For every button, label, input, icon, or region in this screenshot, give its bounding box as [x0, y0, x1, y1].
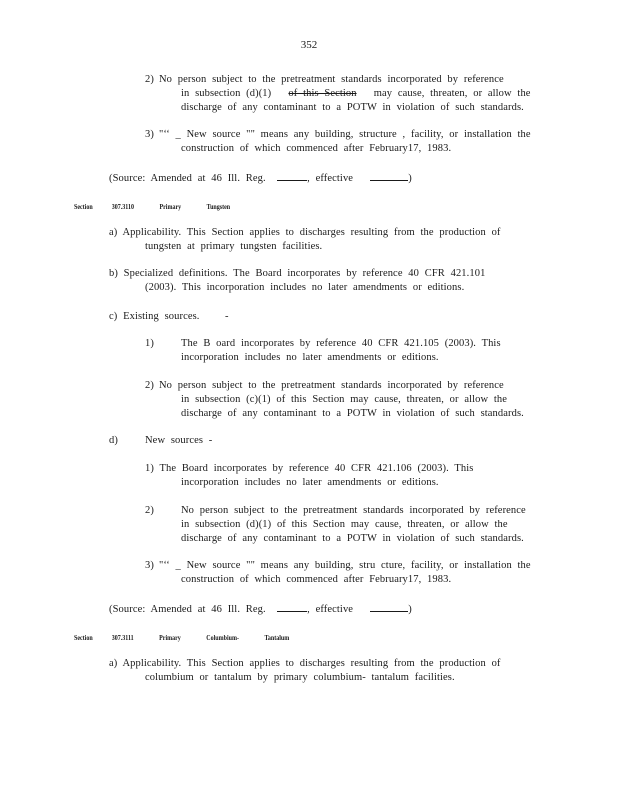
section-title-word-1: Primary — [159, 633, 181, 642]
source-note-2 — [109, 601, 412, 617]
s1-d2-line-2: in subsection (d)(1) of this Section may cause, threaten, or allow the — [181, 519, 508, 530]
source-note-2-b: , effective — [307, 604, 354, 615]
top-item-2-line-2 — [181, 87, 531, 101]
top-item-2-line-2b: may cause, threaten, or allow the — [373, 88, 531, 99]
s1-d3-line-2: construction of which commenced after February17, 1983. — [181, 574, 452, 585]
s1-d1-line-2: incorporation includes no later amendments or editions. — [181, 477, 439, 488]
top-item-2-line-2a: in subsection (d)(1) — [181, 88, 272, 99]
section-title-word-1: Primary — [159, 202, 182, 211]
section-title-word-2: Columbium- — [206, 633, 239, 642]
effective-blank-2 — [370, 601, 408, 612]
struck-text: of this Section — [288, 88, 357, 99]
s1-b-line-1: b) Specialized definitions. The Board incorporates by reference 40 CFR 421.101 — [109, 268, 486, 279]
top-item-2-line-1: No person subject to the pretreatment standards incorporated by reference — [159, 74, 504, 85]
s1-d3-number: 3) — [145, 560, 154, 571]
s1-a-line-1: a) Applicability. This Section applies to discharges resulting from the production of — [109, 227, 501, 238]
s1-c1-line-1: The B oard incorporates by reference 40 CFR 421.105 (2003). This — [181, 338, 501, 349]
s1-d3-line-1: "‘‘ _ New source "" means any building, stru cture, facility, or installation the — [159, 560, 531, 571]
section-label: Section — [74, 633, 93, 642]
source-note-2-c: ) — [408, 604, 412, 615]
s1-c-dash: - — [225, 311, 229, 322]
source-note-1-a: (Source: Amended at 46 Ill. Reg. — [109, 173, 266, 184]
s1-d2-line-1: No person subject to the pretreatment standards incorporated by reference — [181, 505, 526, 516]
effective-blank-1 — [370, 170, 408, 181]
s1-c2-line-3: discharge of any contaminant to a POTW in violation of such standards. — [181, 408, 524, 419]
s1-d2-line-3: discharge of any contaminant to a POTW in violation of such standards. — [181, 533, 524, 544]
s1-a-line-2: tungsten at primary tungsten facilities. — [145, 241, 323, 252]
s1-c-label: c) Existing sources. — [109, 311, 200, 322]
section-title-word-3: Tantalum — [264, 633, 290, 642]
reg-blank-1 — [277, 170, 307, 181]
section-number: 307.3110 — [111, 202, 134, 211]
s1-b-line-2: (2003). This incorporation includes no later amendments or editions. — [145, 282, 465, 293]
source-note-1-b: , effective — [307, 173, 354, 184]
s1-c1-line-2: incorporation includes no later amendments or editions. — [181, 352, 439, 363]
s2-a-line-1: a) Applicability. This Section applies to discharges resulting from the production of — [109, 658, 501, 669]
top-item-3-line-2: construction of which commenced after February17, 1983. — [181, 143, 452, 154]
s1-d1-line-1: 1) The Board incorporates by reference 40 CFR 421.106 (2003). This — [145, 463, 474, 474]
top-item-3-line-1: "‘‘ _ New source "" means any building, structure , facility, or installation the — [159, 129, 531, 140]
s1-d2-number: 2) — [145, 505, 154, 516]
section-label: Section — [74, 202, 93, 211]
s1-c2-line-2: in subsection (c)(1) of this Section may cause, threaten, or allow the — [181, 394, 508, 405]
s1-c2-line-1: No person subject to the pretreatment standards incorporated by reference — [159, 380, 504, 391]
source-note-2-a: (Source: Amended at 46 Ill. Reg. — [109, 604, 266, 615]
page-number: 352 — [300, 39, 318, 51]
top-item-2-line-3: discharge of any contaminant to a POTW in violation of such standards. — [181, 102, 524, 113]
s2-a-line-2: columbium or tantalum by primary columbium- tantalum facilities. — [145, 672, 455, 683]
s1-d-number: d) — [109, 435, 118, 446]
source-note-1 — [109, 170, 412, 186]
section-heading-307-3110 — [74, 200, 230, 214]
s1-c1-number: 1) — [145, 338, 154, 349]
s1-c2-number: 2) — [145, 380, 154, 391]
top-item-2-number: 2) — [145, 74, 154, 85]
s1-d-label: New sources - — [145, 435, 213, 446]
top-item-3-number: 3) — [145, 129, 154, 140]
reg-blank-2 — [277, 601, 307, 612]
section-title-word-2: Tungsten — [206, 202, 231, 211]
section-heading-307-3111 — [74, 631, 289, 645]
source-note-1-c: ) — [408, 173, 412, 184]
section-number: 307.3111 — [111, 633, 134, 642]
